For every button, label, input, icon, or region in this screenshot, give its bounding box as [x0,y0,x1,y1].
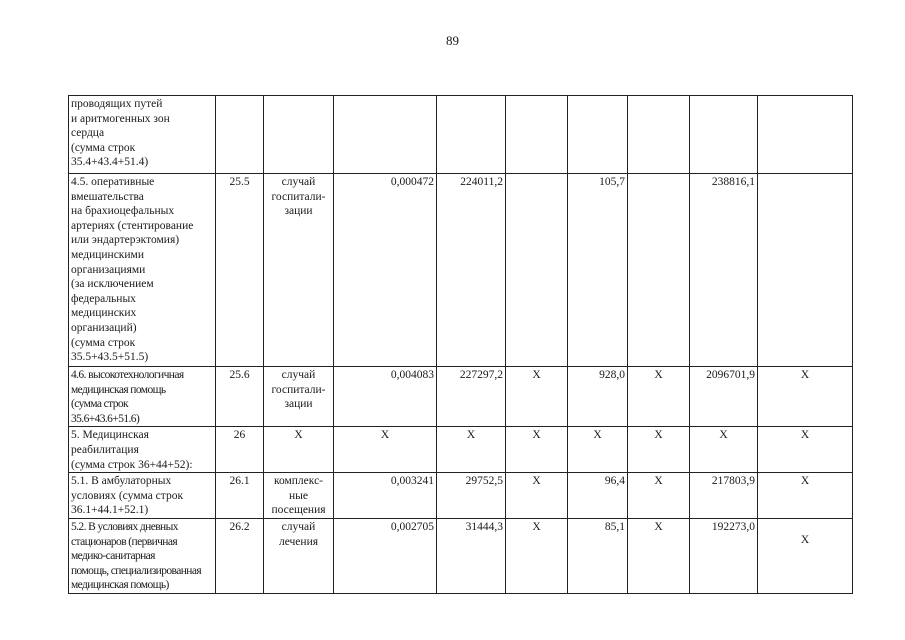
row-cost: 29752,5 [437,473,506,519]
row-col9: X [690,427,758,473]
row-norm: X [334,427,437,473]
row-col9: 217803,9 [690,473,758,519]
row-col7: X [568,427,628,473]
row-name: 5. Медицинская реабилитация (сумма строк 36+44+52): [69,427,216,473]
row-unit: случай лечения [264,518,334,593]
row-line-number [216,96,264,174]
financing-table [68,95,853,594]
row-col6: X [506,473,568,519]
row-col10: X [758,473,853,519]
row-col9: 2096701,9 [690,367,758,427]
table-row [69,367,853,427]
row-line-number: 26 [216,427,264,473]
row-col7: 96,4 [568,473,628,519]
row-col8: X [628,518,690,593]
row-norm: 0,004083 [334,367,437,427]
row-col9: 192273,0 [690,518,758,593]
row-name: 5.1. В амбулаторных условиях (сумма строк 36.1+44.1+52.1) [69,473,216,519]
row-cost: 227297,2 [437,367,506,427]
row-line-number: 26.1 [216,473,264,519]
row-cost [437,96,506,174]
row-norm [334,96,437,174]
row-norm: 0,000472 [334,174,437,367]
row-col8: X [628,427,690,473]
row-col10: X [758,427,853,473]
row-col9: 238816,1 [690,174,758,367]
row-col10 [758,174,853,367]
row-name: 4.5. оперативные вмешательства на брахиоцефальных артериях (стентирование или эндартерэктомия) медицинскими организациями (за исключением федеральных медицинских организаций) (сумма строк 35.5+43.5+51.5) [69,174,216,367]
row-name: 4.6. высокотехнологичная медицинская помощь (сумма строк 35.6+43.6+51.6) [69,367,216,427]
row-unit: X [264,427,334,473]
row-col8 [628,174,690,367]
row-name: 5.2. В условиях дневных стационаров (первичная медико-санитарная помощь, специализированная медицинская помощь) [69,518,216,593]
row-line-number: 25.6 [216,367,264,427]
row-col7: 105,7 [568,174,628,367]
table-row [69,174,853,367]
row-col6 [506,174,568,367]
row-col8: X [628,473,690,519]
row-col10 [758,518,853,593]
row-col10 [758,96,853,174]
row-col7: 85,1 [568,518,628,593]
row-norm: 0,002705 [334,518,437,593]
row-col6: X [506,367,568,427]
row-cost: X [437,427,506,473]
row-col6 [506,96,568,174]
row-cost: 224011,2 [437,174,506,367]
row-col10-value: X [800,533,810,546]
row-cost: 31444,3 [437,518,506,593]
row-col7: 928,0 [568,367,628,427]
row-line-number: 26.2 [216,518,264,593]
row-line-number: 25.5 [216,174,264,367]
row-col8: X [628,367,690,427]
row-name: проводящих путей и аритмогенных зон сердца (сумма строк 35.4+43.4+51.4) [69,96,216,174]
table-row [69,96,853,174]
row-norm: 0,003241 [334,473,437,519]
row-unit: случай госпитали- зации [264,174,334,367]
row-col7 [568,96,628,174]
row-col8 [628,96,690,174]
table-row [69,518,853,593]
page-number: 89 [446,33,459,48]
row-col6: X [506,518,568,593]
row-unit [264,96,334,174]
row-col9 [690,96,758,174]
table-row [69,427,853,473]
row-col10: X [758,367,853,427]
table-row [69,473,853,519]
row-unit: случай госпитали- зации [264,367,334,427]
row-unit: комплекс- ные посещения [264,473,334,519]
row-col6: X [506,427,568,473]
